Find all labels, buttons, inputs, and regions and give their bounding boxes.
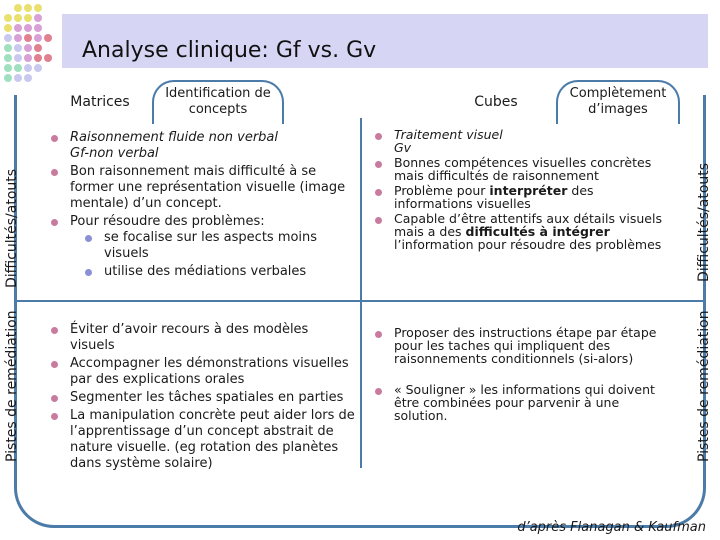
gv-item4-c: l’information pour résoudre des problèmes: [394, 237, 662, 252]
gf-rem-4: La manipulation concrète peut aider lors de l’apprentissage d’un concept abstrait de nature visuelle. (eg rotation des planètes dans système solaire): [70, 408, 355, 471]
list-item: [82, 264, 348, 280]
side-label-right-top: Difficultés/atouts: [696, 162, 712, 282]
gv-rem-1: Proposer des instructions étape par étape pour les taches qui impliquent des raisonnements conditionnels (si-alors): [394, 325, 657, 366]
list-item: [372, 128, 672, 154]
gf-item1-line2: Gf-non verbal: [70, 146, 159, 161]
list-item: [82, 230, 348, 262]
list-item: [48, 408, 356, 472]
tab-identification-concepts: [152, 80, 284, 124]
list-item: [372, 326, 668, 365]
list-item: [48, 164, 348, 212]
slide-title: Analyse clinique: Gf vs. Gv: [82, 38, 377, 63]
list-item: [372, 212, 672, 251]
gv-remediation-list: [372, 326, 668, 424]
gf-item2: Bon raisonnement mais difficulté à se former une représentation visuelle (image mentale) d’un concept.: [70, 164, 346, 211]
tab-completement-label: Complètement d’images: [569, 86, 667, 117]
gv-item1-line1: Traitement visuel: [394, 127, 503, 142]
list-item: [48, 356, 356, 388]
list-item: [372, 383, 668, 422]
gf-sub2: utilise des médiations verbales: [104, 264, 307, 279]
gf-rem-3: Segmenter les tâches spatiales en parties: [70, 390, 344, 405]
gv-difficulties-list: [372, 128, 672, 253]
tab-matrices-label: Matrices: [70, 94, 130, 110]
list-item: [48, 322, 356, 354]
gf-rem-1: Éviter d’avoir recours à des modèles visuels: [70, 322, 309, 353]
list-item: [372, 156, 672, 182]
gv-item3-c: des informations visuelles: [394, 183, 594, 211]
side-label-left-top: Difficultés/atouts: [4, 168, 20, 288]
gf-item3: Pour résoudre des problèmes:: [70, 214, 265, 229]
gf-sub-list: [70, 230, 348, 280]
list-item: [372, 184, 672, 210]
gf-sub1: se focalise sur les aspects moins visuels: [104, 230, 318, 261]
gv-item3-a: Problème pour: [394, 183, 490, 198]
tab-completement-images: [556, 80, 680, 124]
side-label-right-bottom: Pistes de remédiation: [696, 310, 712, 462]
gv-item4-b: difficultés à intégrer: [465, 224, 610, 239]
gf-rem-2: Accompagner les démonstrations visuelles par des explications orales: [70, 356, 349, 387]
gv-rem-2: « Souligner » les informations qui doivent être combinées pour parvenir à une solution.: [394, 382, 655, 423]
list-item: [48, 214, 348, 280]
side-label-left-bottom: Pistes de remédiation: [4, 310, 20, 462]
tab-matrices: [60, 94, 140, 110]
tab-cubes-label: Cubes: [474, 94, 518, 110]
gv-item4-a: Capable d’être attentifs aux détails visuels mais a des: [394, 211, 662, 239]
vertical-divider-top: [360, 118, 362, 300]
gf-item1-line1: Raisonnement fluide non verbal: [70, 130, 279, 145]
list-item: [48, 390, 356, 406]
horizontal-divider: [14, 300, 704, 302]
vertical-divider-bottom: [360, 300, 362, 468]
gv-item2: Bonnes compétences visuelles concrètes mais difficultés de raisonnement: [394, 155, 652, 183]
gv-item3-b: interpréter: [489, 183, 568, 198]
source-credit: d’après Flanagan & Kaufman: [517, 520, 706, 535]
tab-cubes: [456, 94, 536, 110]
list-item: [48, 130, 348, 162]
gf-remediation-list: [48, 322, 356, 474]
tab-identification-label: Identification de concepts: [165, 86, 271, 117]
gv-item1-line2: Gv: [394, 140, 412, 155]
gf-difficulties-list: [48, 130, 348, 282]
